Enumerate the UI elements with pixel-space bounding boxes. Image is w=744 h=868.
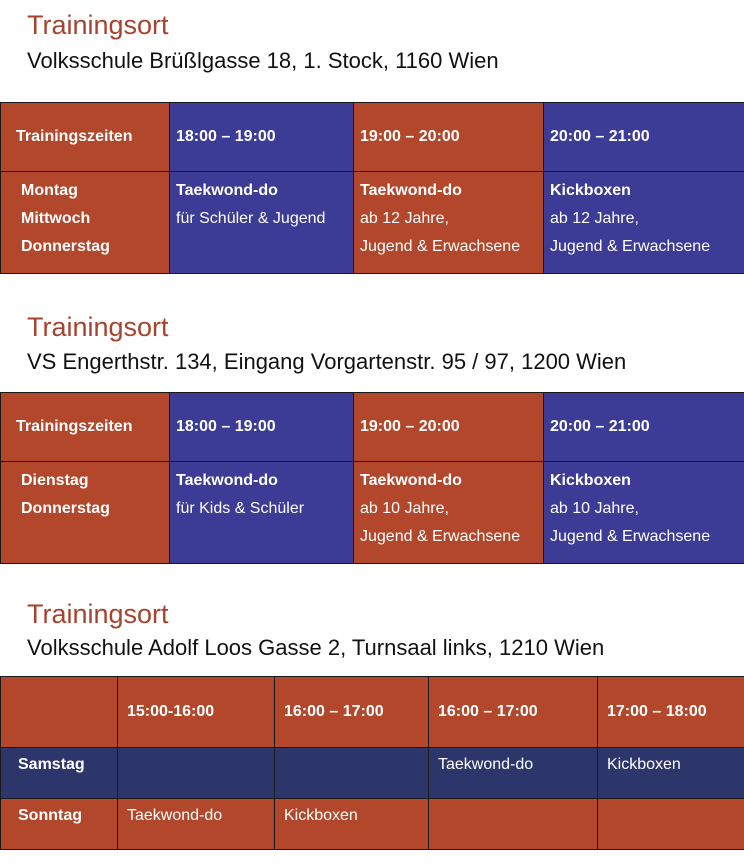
class-detail: für Schüler & Jugend [176, 210, 326, 227]
class-cell: Taekwond-do [118, 799, 275, 850]
class-title: Kickboxen [550, 182, 631, 199]
days-cell [1, 172, 170, 274]
table-row [1, 748, 744, 799]
class-detail: Jugend & Erwachsene [550, 528, 711, 545]
section-3-address: Volksschule Adolf Loos Gasse 2, Turnsaal links, 1210 Wien [27, 635, 605, 660]
class-title: Taekwond-do [360, 182, 462, 199]
day-label: Montag [21, 182, 78, 199]
class-detail: für Kids & Schüler [176, 500, 305, 517]
section-3-heading: Trainingsort [27, 599, 169, 629]
header-cell: 15:00-16:00 [118, 677, 275, 748]
class-cell [118, 748, 275, 799]
header-cell: Trainingszeiten [1, 393, 170, 462]
class-cell [354, 172, 544, 274]
header-cell: 19:00 – 20:00 [354, 393, 544, 462]
schedule-table-3 [0, 676, 744, 850]
header-cell: 18:00 – 19:00 [170, 393, 354, 462]
class-title: Taekwond-do [176, 472, 278, 489]
class-cell: Kickboxen [275, 799, 429, 850]
table-row [1, 799, 744, 850]
header-cell: 18:00 – 19:00 [170, 103, 354, 172]
header-cell: 16:00 – 17:00 [429, 677, 598, 748]
days-cell [1, 462, 170, 564]
header-cell: Trainingszeiten [1, 103, 170, 172]
header-cell: 20:00 – 21:00 [544, 393, 744, 462]
class-detail: ab 12 Jahre, [550, 210, 639, 227]
header-cell: 20:00 – 21:00 [544, 103, 744, 172]
header-cell [1, 677, 118, 748]
schedule-table-2 [0, 392, 744, 564]
class-cell [354, 462, 544, 564]
day-label: Donnerstag [21, 238, 110, 255]
class-cell [170, 462, 354, 564]
class-cell: Taekwond-do [429, 748, 598, 799]
class-cell [544, 462, 744, 564]
class-cell [170, 172, 354, 274]
class-detail: Jugend & Erwachsene [360, 528, 521, 545]
class-title: Taekwond-do [176, 182, 278, 199]
day-cell: Samstag [1, 748, 118, 799]
class-detail: ab 12 Jahre, [360, 210, 449, 227]
class-detail: ab 10 Jahre, [360, 500, 449, 517]
day-label: Donnerstag [21, 500, 110, 517]
class-cell [429, 799, 598, 850]
day-cell: Sonntag [1, 799, 118, 850]
class-detail: Jugend & Erwachsene [550, 238, 711, 255]
header-cell: 19:00 – 20:00 [354, 103, 544, 172]
section-2-heading: Trainingsort [27, 312, 169, 342]
class-cell: Kickboxen [598, 748, 744, 799]
class-title: Taekwond-do [360, 472, 462, 489]
class-cell [544, 172, 744, 274]
class-cell [598, 799, 744, 850]
body-row [1, 172, 744, 274]
section-1-heading: Trainingsort [27, 10, 169, 40]
header-row [1, 103, 744, 172]
header-row [1, 677, 744, 748]
class-detail: ab 10 Jahre, [550, 500, 639, 517]
class-detail: Jugend & Erwachsene [360, 238, 521, 255]
header-cell: 16:00 – 17:00 [275, 677, 429, 748]
section-2-address: VS Engerthstr. 134, Eingang Vorgartenstr. 95 / 97, 1200 Wien [27, 349, 627, 374]
section-1-address: Volksschule Brüßlgasse 18, 1. Stock, 1160 Wien [27, 48, 499, 73]
header-row [1, 393, 744, 462]
class-cell [275, 748, 429, 799]
class-title: Kickboxen [550, 472, 631, 489]
day-label: Dienstag [21, 472, 89, 489]
schedule-table-1 [0, 102, 744, 274]
header-cell: 17:00 – 18:00 [598, 677, 744, 748]
day-label: Mittwoch [21, 210, 91, 227]
body-row [1, 462, 744, 564]
